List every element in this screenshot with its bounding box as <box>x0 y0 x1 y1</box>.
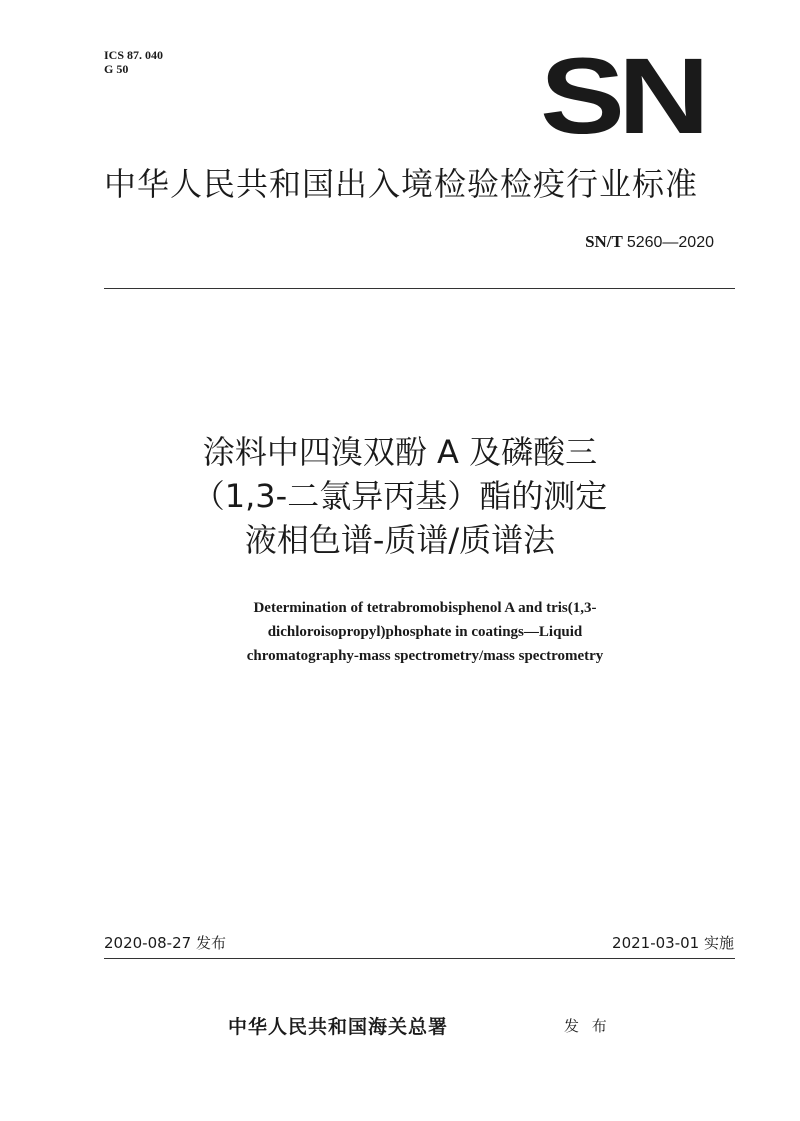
standard-number-value: 5260—2020 <box>626 234 714 251</box>
top-divider <box>104 288 735 289</box>
classification-codes <box>104 48 163 76</box>
standard-number <box>585 232 714 252</box>
sn-logo: SN <box>540 35 703 156</box>
chinese-title-line: （1,3-二氯异丙基）酯的测定 <box>192 477 608 515</box>
standard-prefix: SN/T <box>585 232 623 251</box>
english-title-line: chromatography-mass spectrometry/mass spectrometry <box>246 648 604 664</box>
chinese-title-line: 液相色谱-质谱/质谱法 <box>244 521 556 559</box>
ics-code: ICS 87. 040 <box>104 48 164 62</box>
chinese-title-line: 涂料中四溴双酚 A 及磷酸三 <box>202 433 598 471</box>
ccs-code: G 50 <box>104 62 129 76</box>
implementation-date: 2021-03-01 实施 <box>612 934 734 952</box>
english-title <box>0 596 800 668</box>
chinese-title <box>0 430 800 562</box>
issue-date: 2020-08-27 发布 <box>104 934 226 952</box>
standard-category-title: 中华人民共和国出入境检验检疫行业标准 <box>104 165 699 203</box>
issuing-authority: 中华人民共和国海关总署 <box>228 1016 449 1038</box>
english-title-line: dichloroisopropyl)phosphate in coatings—Liquid <box>267 624 583 640</box>
bottom-divider <box>104 958 735 959</box>
issue-label: 发 布 <box>564 1017 611 1035</box>
english-title-line: Determination of tetrabromobisphenol A and tris(1,3- <box>253 600 597 616</box>
